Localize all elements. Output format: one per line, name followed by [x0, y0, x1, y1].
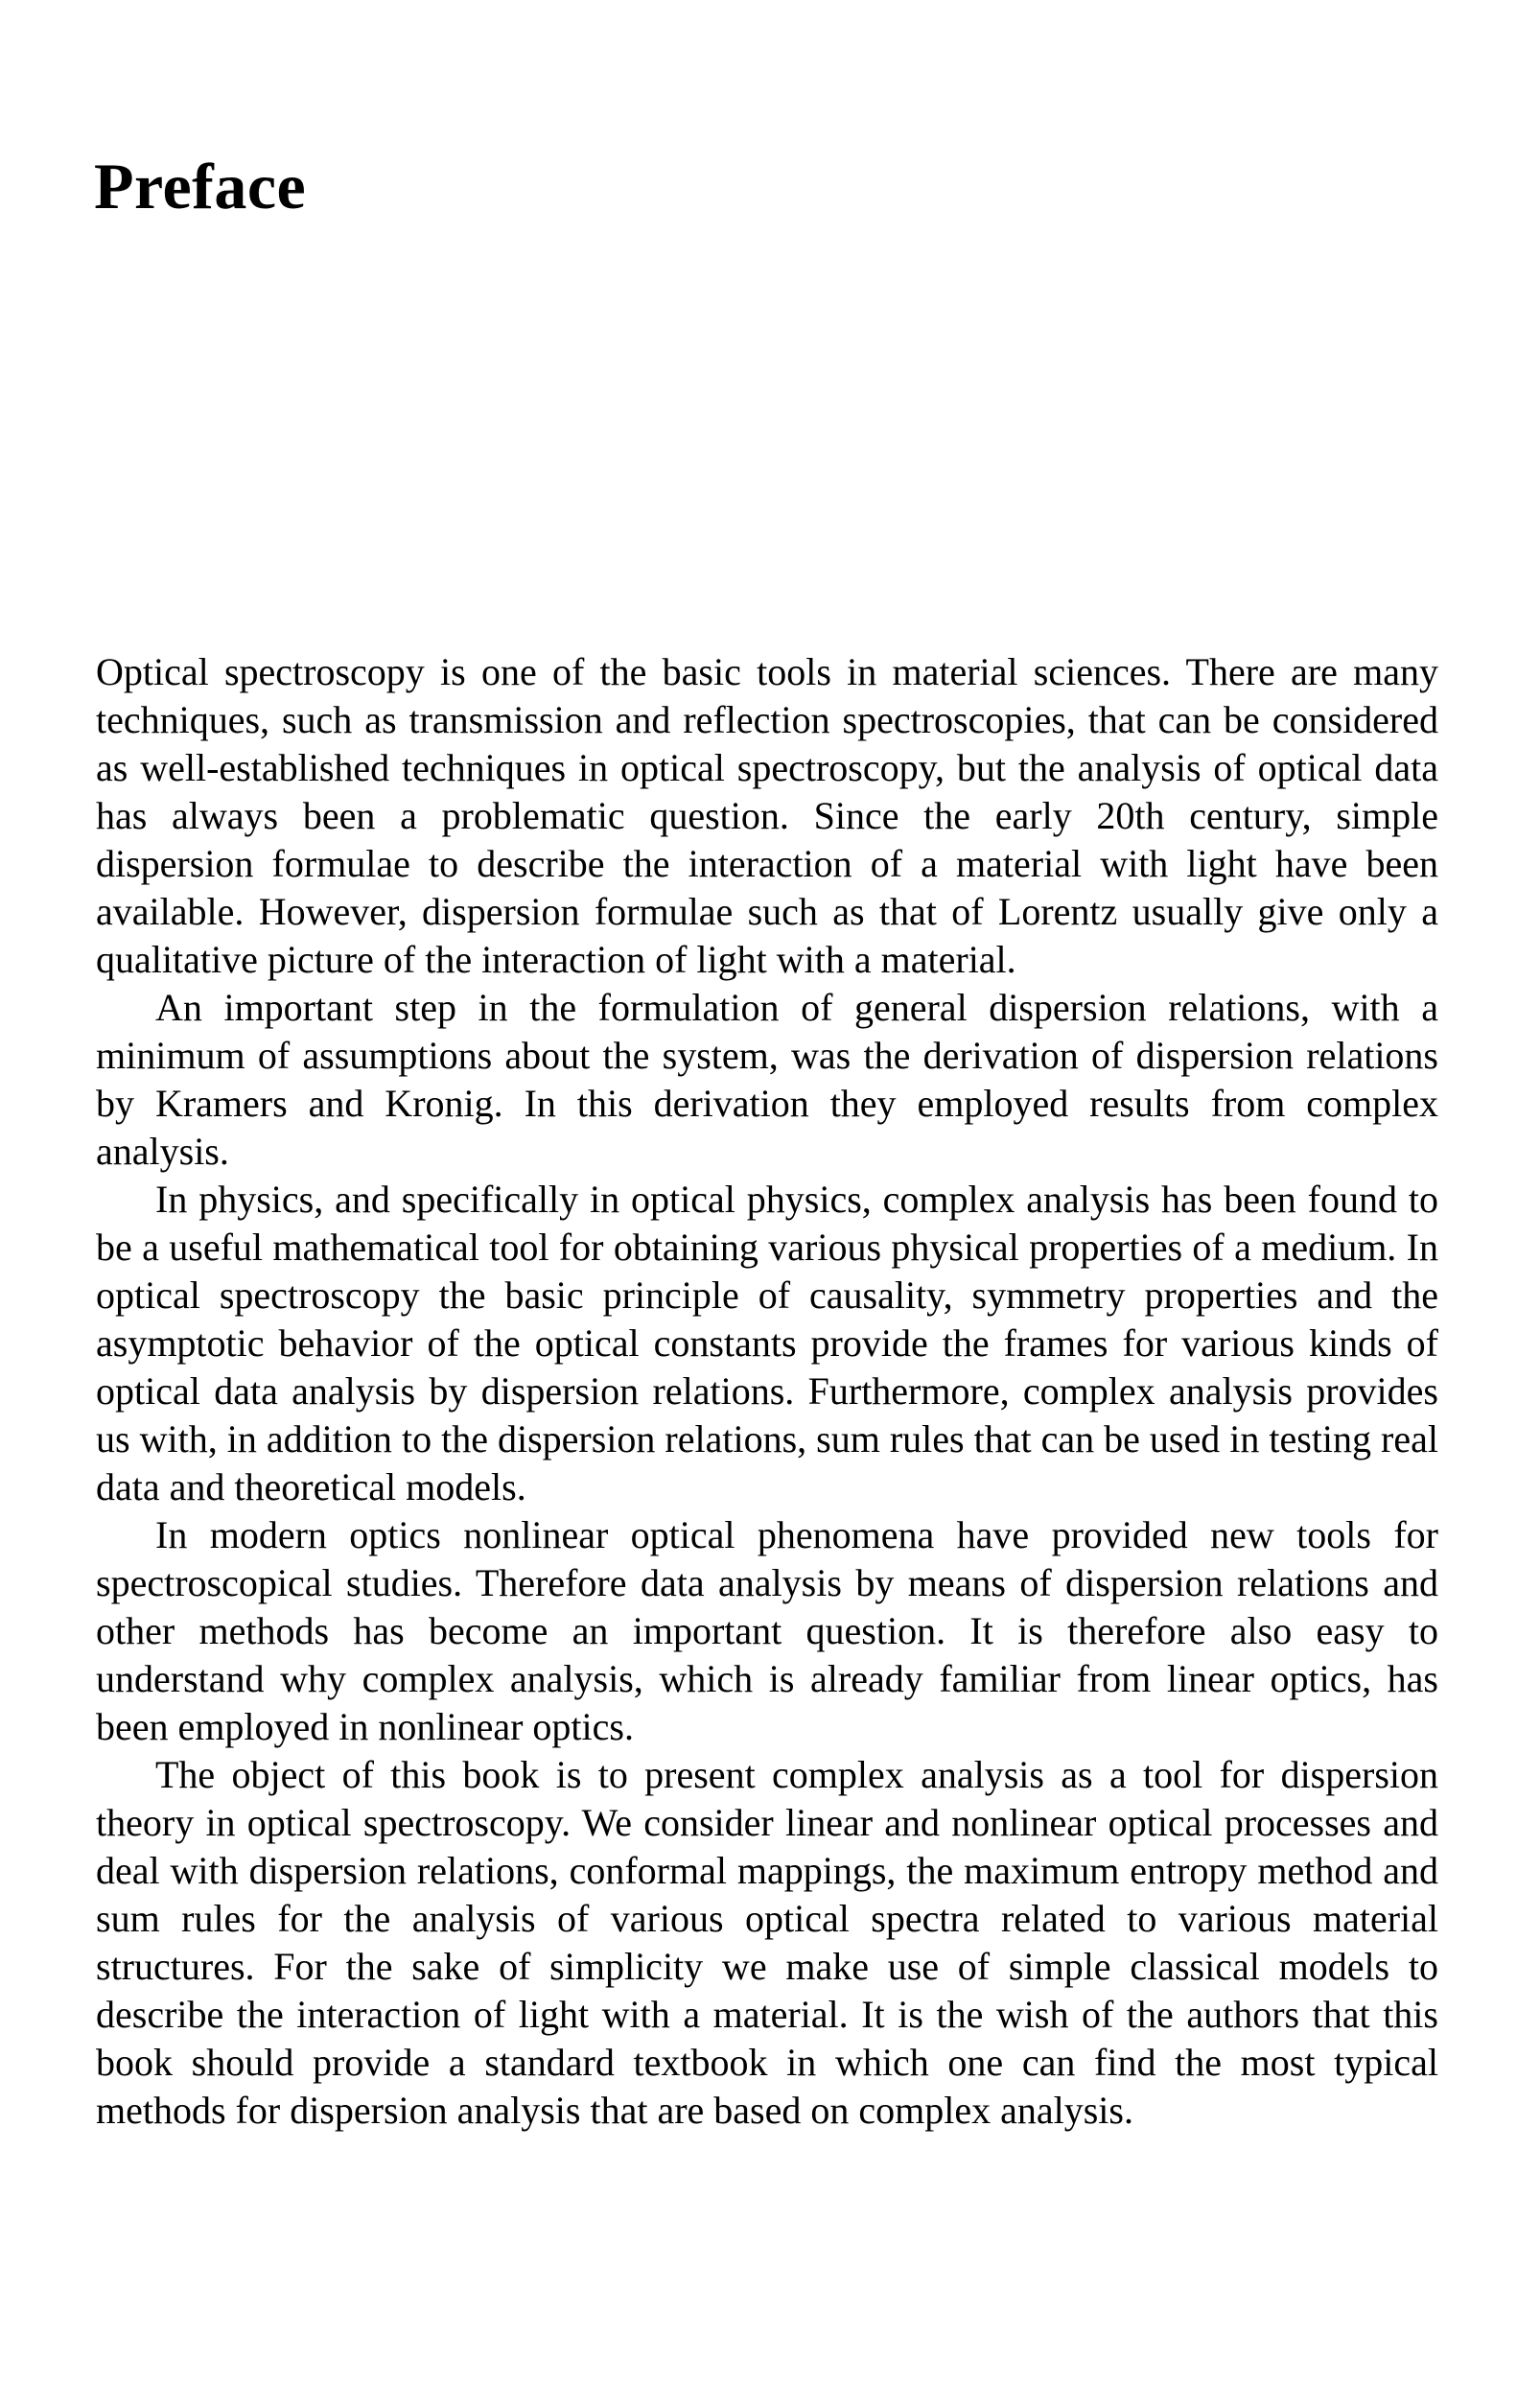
paragraph-2: An important step in the formulation of general dispersion relations, with a minimum of assumptions about the system, was the derivation of dispersion relations by Kramers and Kronig. In this derivation they employed results from complex analysis. — [96, 986, 1438, 1173]
preface-body — [96, 648, 1438, 2135]
page-title: Preface — [94, 150, 307, 222]
paragraph-1: Optical spectroscopy is one of the basic tools in material sciences. There are many techniques, such as transmission and reflection spectroscopies, that can be considered as well-established techniques in optical spectroscopy, but the analysis of optical data has always been a problematic question. Since the early 20th century, simple dispersion formulae to describe the interaction of a material with light have been available. However, dispersion formulae such as that of Lorentz usually give only a qualitative picture of the interaction of light with a material. — [96, 650, 1438, 981]
paragraph-5: The object of this book is to present complex analysis as a tool for dispersion theory in optical spectroscopy. We consider linear and nonlinear optical processes and deal with dispersion relations, conformal mappings, the maximum entropy method and sum rules for the analysis of various optical spectra related to various material structures. For the sake of simplicity we make use of simple classical models to describe the interaction of light with a material. It is the wish of the authors that this book should provide a standard textbook in which one can find the most typical methods for dispersion analysis that are based on complex analysis. — [96, 1753, 1438, 2132]
paragraph-3: In physics, and specifically in optical physics, complex analysis has been found to be a useful mathematical tool for obtaining various physical properties of a medium. In optical spectroscopy the basic principle of causality, symmetry properties and the asymptotic behavior of the optical constants provide the frames for various kinds of optical data analysis by dispersion relations. Furthermore, complex analysis provides us with, in addition to the dispersion relations, sum rules that can be used in testing real data and theoretical models. — [96, 1178, 1438, 1508]
paragraph-4: In modern optics nonlinear optical phenomena have provided new tools for spectroscopical studies. Therefore data analysis by means of dispersion relations and other methods has become an important question. It is therefore also easy to understand why complex analysis, which is already familiar from linear optics, has been employed in nonlinear optics. — [96, 1513, 1438, 1748]
